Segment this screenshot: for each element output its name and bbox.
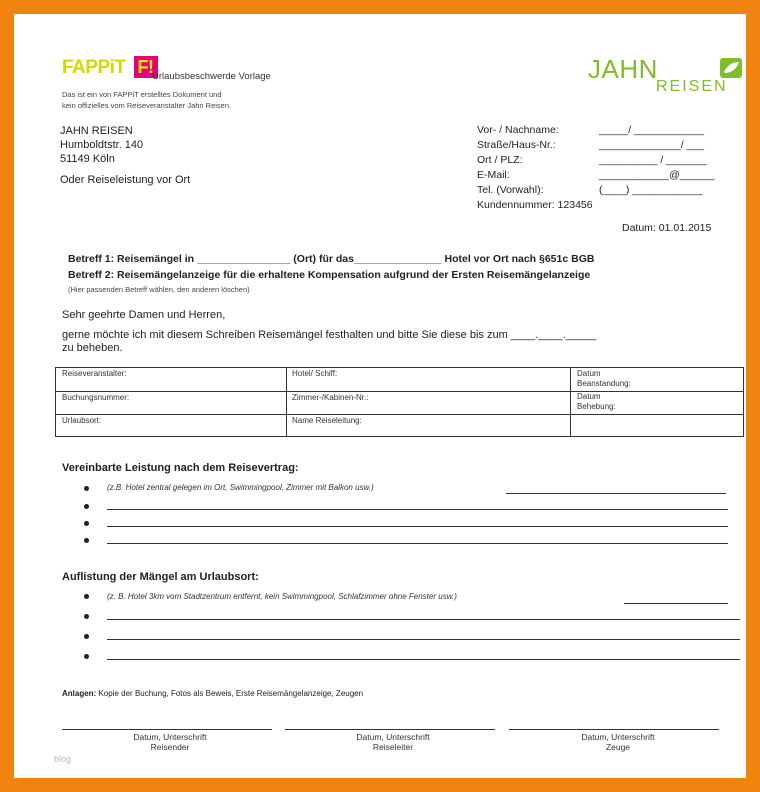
sender-label-phone: Tel. (Vorwahl): bbox=[477, 184, 544, 196]
section-defects-example: (z. B. Hotel 3km vom Stadtzentrum entfernt, kein Swimmingpool, Schlafzimmer ohne Fenster usw.) bbox=[107, 592, 457, 601]
sender-field-street[interactable]: ______________/ ___ bbox=[599, 139, 705, 151]
section-agreed-services-title: Vereinbarte Leistung nach dem Reisevertrag: bbox=[62, 462, 299, 474]
subject-line-2: Betreff 2: Reisemängelanzeige für die erhaltene Kompensation aufgrund der Ersten Reisemängelanzeige bbox=[68, 269, 591, 281]
table-cell-complaint-date[interactable]: Datum Beanstandung: bbox=[577, 369, 631, 388]
table-cell-fix-date[interactable]: Datum Behebung: bbox=[577, 392, 616, 411]
defects-line-2[interactable] bbox=[107, 619, 740, 620]
fappit-logo-text: FAPPiT bbox=[62, 57, 126, 78]
sender-label-name: Vor- / Nachname: bbox=[477, 124, 559, 136]
signature-line-guide[interactable] bbox=[285, 729, 495, 730]
fappit-logo-badge: F! bbox=[134, 56, 158, 78]
agreed-services-line-1[interactable] bbox=[506, 493, 726, 494]
recipient-street: Humboldtstr. 140 bbox=[60, 139, 144, 151]
fappit-logo bbox=[62, 56, 158, 79]
agreed-services-line-3[interactable] bbox=[107, 526, 728, 527]
signature-caption-traveller: Datum, Unterschrift Reisender bbox=[133, 732, 207, 752]
body-text-continued: zu beheben. bbox=[62, 342, 123, 354]
signature-caption-witness: Datum, Unterschrift Zeuge bbox=[581, 732, 655, 752]
subject-line-1: Betreff 1: Reisemängel in ________________ (Ort) für das_______________ Hotel vor Ort nach §651c BGB bbox=[68, 253, 595, 265]
table-cell-hotel[interactable]: Hotel/ Schiff: bbox=[292, 369, 338, 378]
sender-field-name[interactable]: _____/ ____________ bbox=[599, 124, 705, 136]
sender-label-street: Straße/Haus-Nr.: bbox=[477, 139, 556, 151]
intro-line-2: kein offizielles vom Reiseveranstalter Jahn Reisen. bbox=[62, 101, 232, 110]
table-cell-booking-number[interactable]: Buchungsnummer: bbox=[62, 393, 130, 402]
table-cell-holiday-location[interactable]: Urlaubsort: bbox=[62, 416, 102, 425]
recipient-name: JAHN REISEN bbox=[60, 125, 133, 137]
document-title: Urlaubsbeschwerde Vorlage bbox=[152, 71, 271, 82]
table-cell-room-number[interactable]: Zimmer-/Kabinen-Nr.: bbox=[292, 393, 369, 402]
sender-field-email[interactable]: ____________@______ bbox=[599, 169, 715, 181]
defects-line-3[interactable] bbox=[107, 639, 740, 640]
section-agreed-services-example: (z.B. Hotel zentral gelegen im Ort, Swimmingpool, Zimmer mit Balkon usw.) bbox=[107, 483, 374, 492]
defects-line-4[interactable] bbox=[107, 659, 740, 660]
signature-line-traveller[interactable] bbox=[62, 729, 272, 730]
recipient-city: 51149 Köln bbox=[60, 153, 115, 165]
table-cell-tour-operator[interactable]: Reiseveranstalter: bbox=[62, 369, 127, 378]
sender-label-city: Ort / PLZ: bbox=[477, 154, 523, 166]
sender-label-email: E-Mail: bbox=[477, 169, 510, 181]
section-defects-title: Auflistung der Mängel am Urlaubsort: bbox=[62, 571, 259, 583]
intro-line-1: Das ist ein von FAPPiT erstelltes Dokument und bbox=[62, 90, 222, 99]
recipient-alt: Oder Reiseleistung vor Ort bbox=[60, 174, 191, 186]
attachments bbox=[62, 689, 363, 698]
letter-date: Datum: 01.01.2015 bbox=[622, 222, 712, 234]
brand-logo-top: JAHN bbox=[588, 54, 658, 84]
brand-leaf-icon bbox=[720, 58, 742, 78]
table-cell-tour-guide[interactable]: Name Reiseleitung: bbox=[292, 416, 362, 425]
signature-caption-guide: Datum, Unterschrift Reiseleiter bbox=[356, 732, 430, 752]
sender-field-city[interactable]: __________ / _______ bbox=[599, 154, 708, 166]
body-text: gerne möchte ich mit diesem Schreiben Reisemängel festhalten und bitte Sie diese bis zum ____.____._____ bbox=[62, 329, 597, 341]
signature-line-witness[interactable] bbox=[509, 729, 719, 730]
attachments-label: Anlagen: bbox=[62, 689, 97, 698]
brand-logo-bottom: REISEN bbox=[656, 78, 728, 95]
salutation: Sehr geehrte Damen und Herren, bbox=[62, 309, 226, 321]
subject-hint: (Hier passenden Betreff wählen, den anderen löschen) bbox=[68, 285, 250, 294]
sender-field-phone[interactable]: (____) ____________ bbox=[599, 184, 703, 196]
watermark: blog bbox=[54, 754, 72, 764]
customer-number: Kundennummer: 123456 bbox=[477, 199, 593, 211]
agreed-services-line-4[interactable] bbox=[107, 543, 728, 544]
trip-info-table bbox=[55, 367, 744, 437]
agreed-services-line-2[interactable] bbox=[107, 509, 728, 510]
attachments-text: Kopie der Buchung, Fotos als Beweis, Erste Reisemängelanzeige, Zeugen bbox=[98, 689, 364, 698]
defects-line-1[interactable] bbox=[624, 603, 728, 604]
